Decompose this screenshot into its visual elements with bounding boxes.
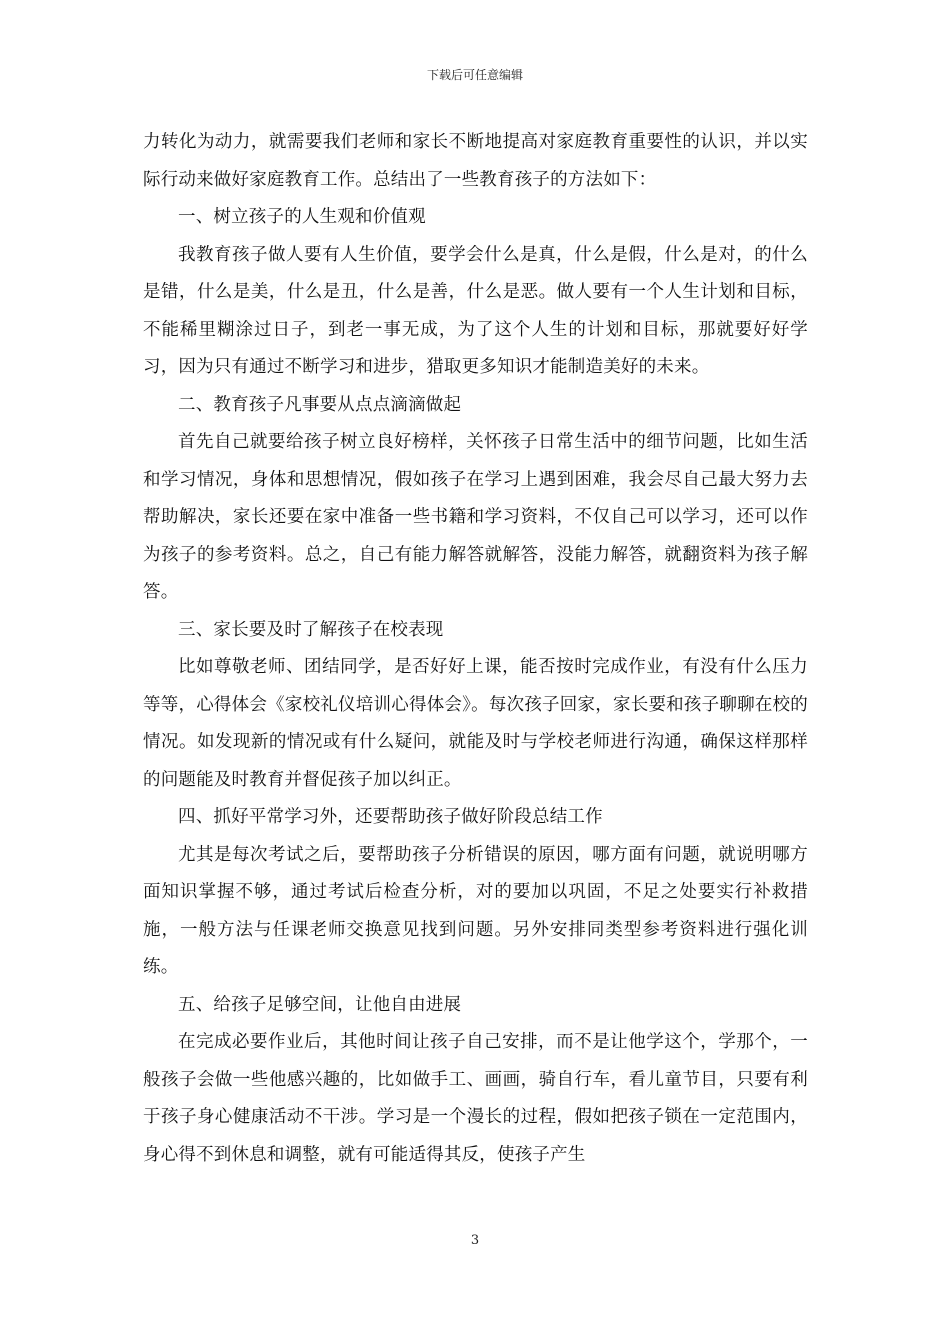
section-heading: 五、给孩子足够空间，让他自由进展 [178,994,462,1015]
section-heading: 三、家长要及时了解孩子在校表现 [178,619,444,640]
document-body [143,124,808,1174]
paragraph: 比如尊敬老师、团结同学，是否好好上课，能否按时完成作业，有没有什么压力等等，心得体会《家校礼仪培训心得体会》。每次孩子回家，家长要和孩子聊聊在校的情况。如发现新的情况或有什么疑问，就能及时与学校老师进行沟通，确保这样那样的问题能及时教育并督促孩子加以纠正。 [143,657,808,790]
page-header: 下载后可任意编辑 [426,68,523,82]
paragraph: 首先自己就要给孩子树立良好榜样，关怀孩子日常生活中的细节问题，比如生活和学习情况，身体和思想情况，假如孩子在学习上遇到困难，我会尽自己最大努力去帮助解决，家长还要在家中准备一些书籍和学习资料，不仅自己可以学习，还可以作为孩子的参考资料。总之，自己有能力解答就解答，没能力解答，就翻资料为孩子解答。 [143,432,808,602]
paragraph: 我教育孩子做人要有人生价值，要学会什么是真，什么是假，什么是对，的什么是错，什么是美，什么是丑，什么是善，什么是恶。做人要有一个人生计划和目标，不能稀里糊涂过日子，到老一事无成，为了这个人生的计划和目标，那就要好好学习，因为只有通过不断学习和进步，猎取更多知识才能制造美好的未来。 [143,244,808,377]
section-heading: 二、教育孩子凡事要从点点滴滴做起 [178,394,462,415]
page-number: 3 [470,1233,480,1248]
section-heading: 四、抓好平常学习外，还要帮助孩子做好阶段总结工作 [178,807,603,827]
paragraph: 尤其是每次考试之后，要帮助孩子分析错误的原因，哪方面有问题，就说明哪方面知识掌握不够，通过考试后检查分析，对的要加以巩固，不足之处要实行补救措施，一般方法与任课老师交换意见找到问题。另外安排同类型参考资料进行强化训练。 [143,844,808,977]
paragraph: 力转化为动力，就需要我们老师和家长不断地提高对家庭教育重要性的认识，并以实际行动来做好家庭教育工作。总结出了一些教育孩子的方法如下： [143,132,808,190]
section-heading: 一、树立孩子的人生观和价值观 [178,207,426,227]
paragraph: 在完成必要作业后，其他时间让孩子自己安排，而不是让他学这个，学那个，一般孩子会做一些他感兴趣的，比如做手工、画画，骑自行车，看儿童节目，只要有利于孩子身心健康活动不干涉。学习是一个漫长的过程，假如把孩子锁在一定范围内，身心得不到休息和调整，就有可能适得其反，使孩子产生 [143,1032,808,1165]
